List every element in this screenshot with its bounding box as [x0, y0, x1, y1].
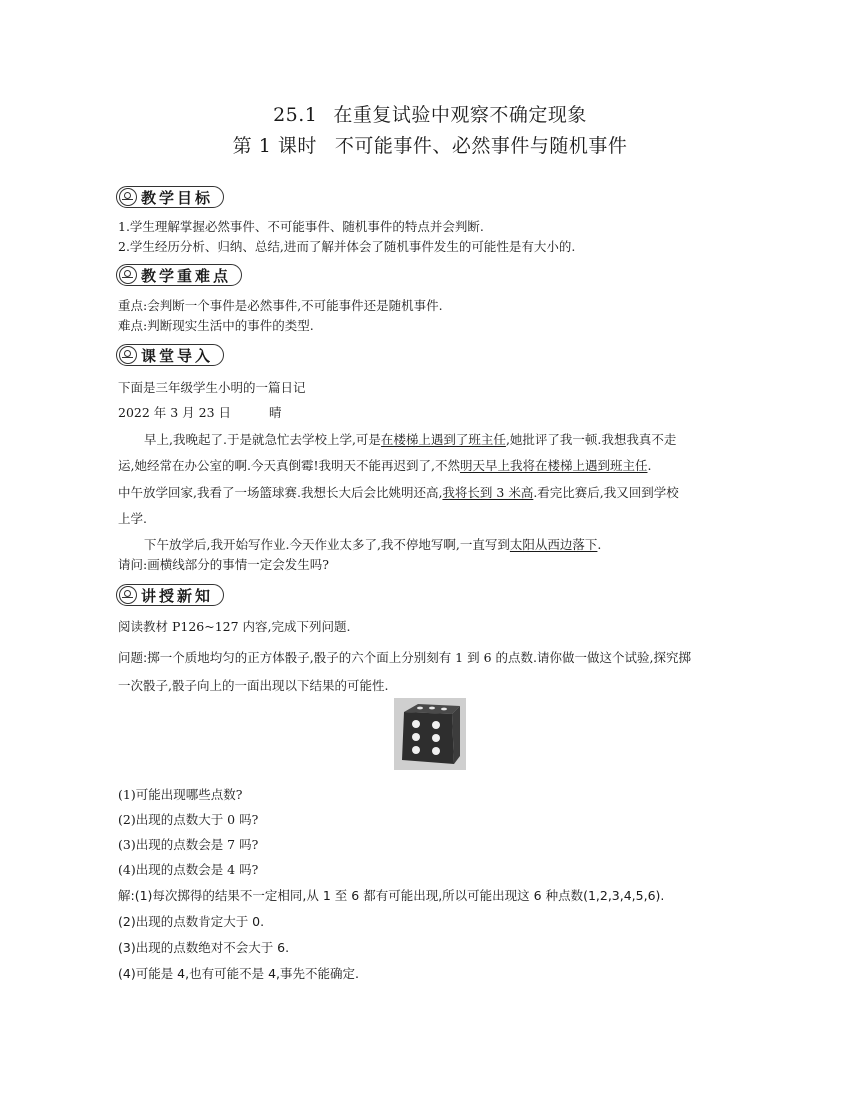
diary-date: 2022 年 3 月 23 日 — [118, 405, 232, 420]
problem-statement — [118, 649, 691, 667]
badge-label: 教学目标 — [141, 188, 214, 207]
goal-item: 1.学生理解掌握必然事件、不可能事件、随机事件的特点并会判断. — [118, 219, 484, 234]
badge-label: 教学重难点 — [141, 266, 232, 285]
dice-photo — [394, 698, 466, 770]
section-number: 25.1 — [273, 104, 318, 126]
problem-text: 一次骰子,骰子向上的一面出现以下结果的可能性. — [118, 678, 389, 693]
page-title — [0, 100, 860, 127]
question-item: (1)可能出现哪些点数? — [118, 787, 243, 802]
section-badge-newknowledge — [116, 584, 224, 606]
diary-paragraph — [118, 457, 651, 475]
lesson-topic: 不可能事件、必然事件与随机事件 — [334, 135, 628, 157]
reading-instruction: 阅读教材 P126~127 内容,完成下列问题. — [118, 619, 351, 634]
student-reading-icon — [119, 266, 137, 284]
student-reading-icon — [119, 346, 137, 364]
keypoint-item: 难点:判断现实生活中的事件的类型. — [118, 318, 314, 333]
section-badge-goals — [116, 186, 224, 208]
title-main: 在重复试验中观察不确定现象 — [333, 104, 587, 126]
diary-text: . — [597, 537, 602, 552]
goal-item: 2.学生经历分析、归纳、总结,进而了解并体会了随机事件发生的可能性是有大小的. — [118, 239, 576, 254]
problem-label: 问题: — [118, 650, 148, 665]
underlined-event: 我将长到 3 米高 — [442, 485, 534, 500]
answer-item: (3)出现的点数绝对不会大于 6. — [118, 940, 290, 955]
underlined-event: 在楼梯上遇到了班主任 — [380, 432, 506, 447]
problem-text: 掷一个质地均匀的正方体骰子,骰子的六个面上分别刻有 1 到 6 的点数.请你做一做这个试验,探究掷 — [147, 650, 691, 665]
diary-text: ,她批评了我一顿.我想我真不走 — [505, 432, 677, 447]
diary-text: 运,她经常在办公室的啊.今天真倒霉!我明天不能再迟到了,不然 — [118, 458, 460, 473]
intro-lead: 下面是三年级学生小明的一篇日记 — [118, 380, 306, 395]
diary-paragraph — [144, 536, 601, 554]
diary-text: . — [647, 458, 652, 473]
diary-paragraph — [144, 431, 676, 449]
diary-text: .看完比赛后,我又回到学校 — [533, 485, 679, 500]
dice-icon — [394, 698, 466, 770]
question-item: (2)出现的点数大于 0 吗? — [118, 812, 259, 827]
underlined-event: 太阳从西边落下 — [509, 537, 598, 552]
keypoint-item: 重点:会判断一个事件是必然事件,不可能事件还是随机事件. — [118, 298, 443, 313]
diary-text: 上学. — [118, 511, 147, 526]
student-reading-icon — [119, 586, 137, 604]
diary-date-line — [118, 404, 282, 422]
student-reading-icon — [119, 188, 137, 206]
badge-label: 课堂导入 — [141, 346, 214, 365]
answer-item: 解:(1)每次掷得的结果不一定相同,从 1 至 6 都有可能出现,所以可能出现这 6 种点数(1,2,3,4,5,6). — [118, 888, 665, 903]
question-item: (3)出现的点数会是 7 吗? — [118, 837, 259, 852]
diary-weather: 晴 — [269, 405, 282, 420]
answer-item: (2)出现的点数肯定大于 0. — [118, 914, 265, 929]
question-item: (4)出现的点数会是 4 吗? — [118, 862, 259, 877]
answer-item: (4)可能是 4,也有可能不是 4,事先不能确定. — [118, 966, 359, 981]
underlined-event: 明天早上我将在楼梯上遇到班主任 — [459, 458, 648, 473]
section-badge-intro — [116, 344, 224, 366]
diary-paragraph — [118, 484, 679, 502]
diary-text: 下午放学后,我开始写作业.今天作业太多了,我不停地写啊,一直写到 — [144, 537, 510, 552]
diary-text: 中午放学回家,我看了一场篮球赛.我想长大后会比姚明还高, — [118, 485, 443, 500]
diary-text: 早上,我晚起了.于是就急忙去学校上学,可是 — [144, 432, 381, 447]
lesson-number: 第 1 课时 — [232, 135, 317, 157]
intro-question: 请问:画横线部分的事情一定会发生吗? — [118, 557, 329, 572]
badge-label: 讲授新知 — [141, 586, 214, 605]
lesson-subtitle — [0, 131, 860, 158]
section-badge-keypoints — [116, 264, 242, 286]
